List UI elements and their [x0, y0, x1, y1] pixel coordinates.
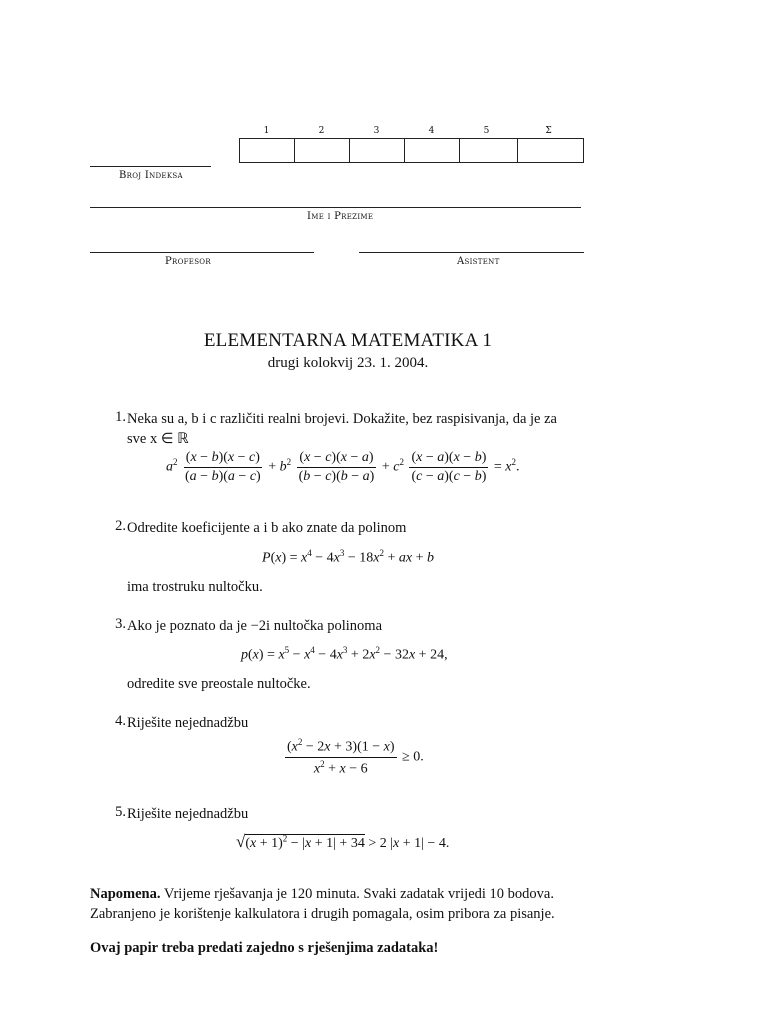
problem-5-formula: $√(x + 1)^2 - |x + 1| + 34 > 2$ |x + 1| − 4.: [236, 832, 450, 851]
score-cell-sum: [517, 139, 583, 162]
note-label: Napomena.: [90, 886, 161, 902]
problem-1-line1: Neka su a, b i c različiti realni brojevi. Dokažite, bez raspisivanja, da je za: [127, 411, 557, 427]
score-cell-1: [240, 139, 295, 162]
index-label: Broj Indeksa: [119, 170, 183, 181]
index-line: [90, 166, 211, 167]
score-col-4: 4: [428, 126, 435, 136]
assistant-line: [359, 252, 584, 253]
problem-1-line2: sve x ∈ ℝ: [127, 431, 189, 447]
problem-1-number: 1.: [115, 409, 126, 425]
problem-5-number: 5.: [115, 804, 126, 820]
problem-1-text: [127, 409, 627, 449]
score-col-1: 1: [263, 126, 270, 136]
problem-1-formula: $a^2$ $\frac{(x - b)(x - c)}{(a - b)(a - c)}$ + $b^2$ $\frac{(x - c)(x - a)}{(b - c)(b - a)}$ + $c^2$ $\frac{(x - a)(x - b)}{(c - a)(c - b)}$ = $x^2$.: [166, 450, 520, 484]
assistant-label: Asistent: [457, 256, 500, 267]
note: [90, 884, 650, 924]
score-cell-3: [350, 139, 405, 162]
note-line1: Vrijeme rješavanja je 120 minuta. Svaki zadatak vrijedi 10 bodova.: [160, 886, 554, 902]
note-line2: Zabranjeno je korištenje kalkulatora i drugih pomagala, osim pribora za pisanje.: [90, 906, 555, 922]
problem-2-after: ima trostruku nultočku.: [127, 579, 263, 595]
problem-2-formula: $P(x) = x^4 - 4x^3 - 18x^2$ + ax + b: [262, 548, 435, 566]
problem-4-number: 4.: [115, 713, 126, 729]
problem-2-text: Odredite koeficijente a i b ako znate da polinom: [127, 520, 407, 536]
score-table: [239, 138, 584, 163]
score-cell-5: [460, 139, 515, 162]
score-col-2: 2: [318, 126, 325, 136]
problem-5-text: Riješite nejednadžbu: [127, 806, 249, 822]
problem-3-formula: $p(x) = x^5 - x^4 - 4x^3 + 2x^2 - 32x + 24$,: [241, 645, 448, 663]
page-title: ELEMENTARNA MATEMATIKA 1: [203, 330, 493, 351]
score-col-3: 3: [373, 126, 380, 136]
problem-3-number: 3.: [115, 616, 126, 632]
final-notice: Ovaj papir treba predati zajedno s rješenjima zadataka!: [90, 940, 439, 956]
problem-4-formula: $\frac{(x^2 - 2x + 3)(1 - x)}{x^2 + x - 6}$ ≥ 0.: [287, 737, 424, 777]
score-cell-2: [295, 139, 350, 162]
score-col-5: 5: [483, 126, 490, 136]
problem-3-text: Ako je poznato da je −2i nultočka polinoma: [127, 618, 383, 634]
name-label: Ime i Prezime: [307, 211, 374, 222]
problem-3-after: odredite sve preostale nultočke.: [127, 676, 311, 692]
score-col-sum: Σ: [545, 126, 552, 136]
score-cell-4: [405, 139, 460, 162]
problem-2-number: 2.: [115, 518, 126, 534]
problem-4-text: Riješite nejednadžbu: [127, 715, 249, 731]
professor-line: [90, 252, 314, 253]
professor-label: Profesor: [165, 256, 211, 267]
name-line: [90, 207, 581, 208]
page-subtitle: drugi kolokvij 23. 1. 2004.: [267, 355, 429, 371]
